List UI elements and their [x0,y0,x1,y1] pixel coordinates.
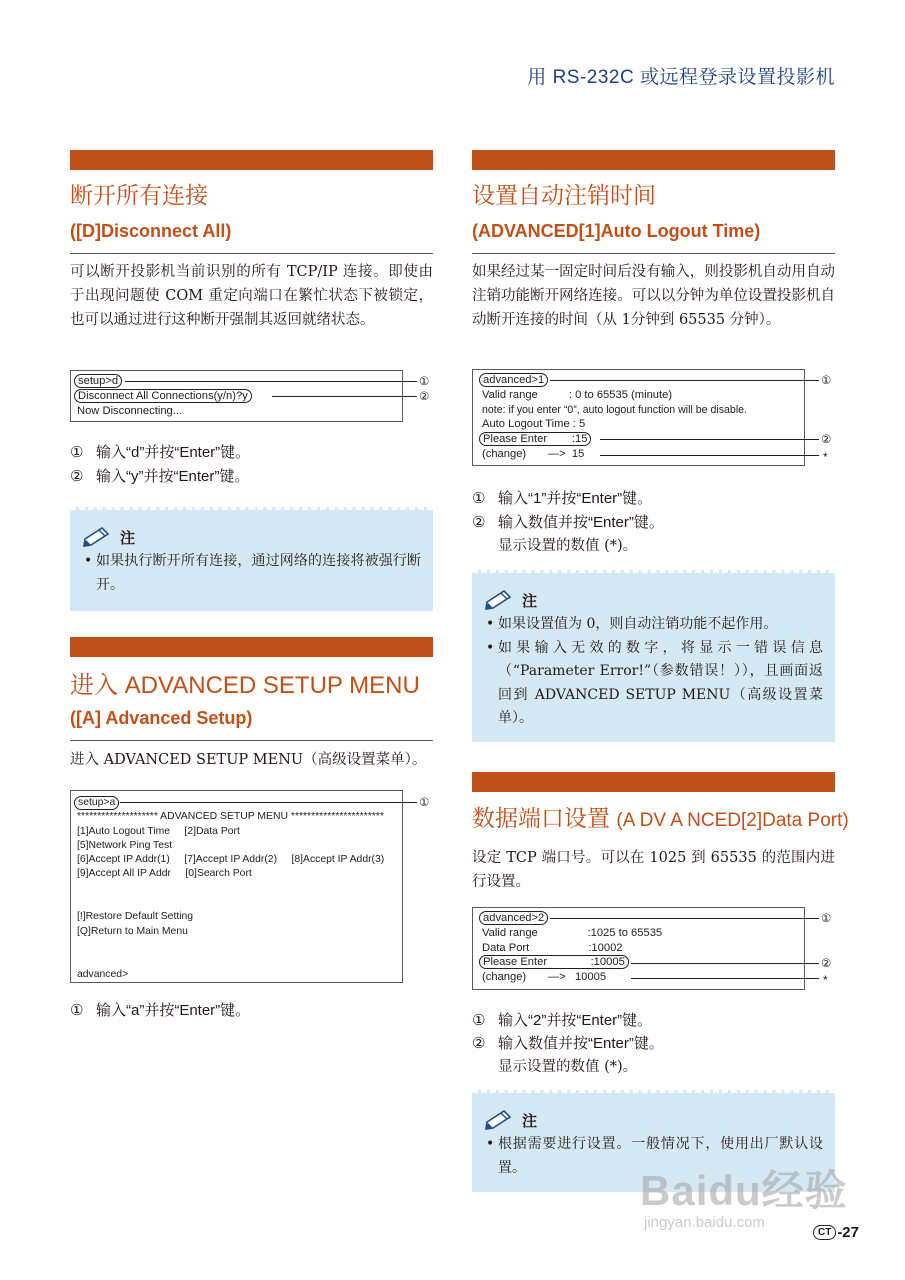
terminal-line: advanced> [77,968,129,980]
highlight-oval: Please Enter :15 [479,432,591,446]
note-item: • 如果执行断开所有连接，通过网络的连接将被强行断开。 [82,550,421,597]
terminal-auto-logout [472,369,805,466]
highlight-oval: advanced>1 [479,373,548,387]
leader-line [600,439,819,440]
step-text: 输入数值并按“Enter”键。 [498,514,664,531]
step-text: 输入“2”并按“Enter”键。 [498,1012,653,1029]
step-1 [70,441,250,464]
step-1 [70,999,250,1022]
terminal-advanced [70,790,403,983]
step-2 [70,465,249,488]
section-title-text: 数据端口设置 [472,805,610,831]
note-item: • 根据需要进行设置。一般情况下，使用出厂默认设置。 [484,1133,823,1180]
callout-1: ① [419,795,430,809]
terminal-line: Valid range : 0 to 65535 (minute) [482,388,673,401]
leader-line [272,396,417,397]
terminal-line: [6]Accept IP Addr(1) [7]Accept IP Addr(2) [8]Accept IP Addr(3) [77,854,385,866]
note-header [484,587,823,613]
section-title-auto-logout: 设置自动注销时间 [472,182,656,208]
terminal-line [77,939,402,953]
section-subtitle-advanced: ([A] Advanced Setup) [70,708,253,728]
step-2 [472,1032,664,1055]
running-title: 用 RS-232C 或远程登录设置投影机 [527,67,835,88]
step-text: 输入“a”并按“Enter”键。 [96,1002,251,1019]
highlight-oval: Disconnect All Connections(y/n)?y [74,389,252,403]
terminal-line: Now Disconnecting... [77,404,183,417]
note-item: • 如果设置值为 0，则自动注销功能不起作用。 [484,613,823,637]
step-1 [472,487,652,510]
note-title: 注 [522,1112,538,1130]
paragraph-auto-logout: 如果经过某一固定时间后没有输入，则投影机自动用自动注销功能断开网络连接。可以以分钟为单位设置投影机自动断开连接的时间（从 1分钟到 65535 分钟）。 [472,264,835,328]
divider [472,253,835,254]
divider [70,740,433,741]
terminal-line: (change) —> 10005 [482,971,607,984]
step-2 [472,511,664,534]
note-box-disconnect [70,507,433,611]
leader-line [120,802,417,803]
section-title-data-port [472,800,849,833]
step-text: 输入“y”并按“Enter”键。 [96,468,250,485]
callout-1: ① [821,911,832,925]
highlight-oval: setup>a [74,796,119,810]
pencil-icon [82,525,116,549]
leader-line [631,963,819,964]
highlight-oval: advanced>2 [479,911,548,925]
step-text: 输入“1”并按“Enter”键。 [498,490,653,507]
watermark [640,1158,848,1231]
terminal-line: note: if you enter “0”, auto logout function will be disable. [482,403,748,416]
language-badge: CT [813,1225,836,1240]
section-bar [472,772,835,792]
leader-line [631,978,819,979]
terminal-line: (change) —> 15 [482,447,585,460]
callout-star: * [823,450,828,464]
paragraph-advanced: 进入 ADVANCED SETUP MENU（高级设置菜单）。 [70,752,427,768]
pencil-icon [484,588,518,612]
step-number: ① [70,443,84,461]
step-number: ① [472,489,486,507]
callout-2: ② [821,432,832,446]
watermark-logo: Baidu经验 [640,1167,848,1214]
section-bar [70,637,433,657]
divider [70,253,433,254]
leader-line [550,380,819,381]
section-bar [472,150,835,170]
watermark-url: jingyan.baidu.com [644,1214,765,1231]
step-text: 输入“d”并按“Enter”键。 [96,444,251,461]
step-number: ① [70,1001,84,1019]
terminal-line: [5]Network Ping Test [77,839,173,851]
step-number: ① [472,1011,486,1029]
note-title: 注 [522,592,538,610]
pencil-icon [484,1108,518,1132]
leader-line [125,381,417,382]
note-box-auto-logout [472,570,835,742]
step-detail: 显示设置的数值 (*)。 [498,538,638,554]
terminal-line: [Q]Return to Main Menu [77,925,188,937]
step-1 [472,1009,652,1032]
highlight-oval: Please Enter :10005 [479,955,629,969]
terminal-line: ******************** ADVANCED SETUP MENU *********************** [77,811,384,823]
terminal-line: Valid range :1025 to 65535 [482,926,663,939]
section-bar [70,150,433,170]
highlight-oval: setup>d [74,374,122,388]
section-subtitle-auto-logout: (ADVANCED[1]Auto Logout Time) [472,221,761,241]
step-detail: 显示设置的数值 (*)。 [498,1059,638,1075]
terminal-line: Data Port :10002 [482,941,623,954]
step-number: ② [472,1034,486,1052]
terminal-line [77,953,402,967]
callout-1: ① [419,374,430,388]
section-title-disconnect: 断开所有连接 [70,182,208,208]
note-title: 注 [120,529,136,547]
page-number-text: -27 [837,1224,859,1241]
leader-line [550,918,819,919]
step-text: 输入数值并按“Enter”键。 [498,1035,664,1052]
step-number: ② [70,467,84,485]
section-title-suffix: (A DV A NCED[2]Data Port) [616,810,849,831]
step-number: ② [472,513,486,531]
terminal-line: [!]Restore Default Setting [77,911,194,923]
terminal-line: Auto Logout Time : 5 [482,418,586,431]
section-subtitle-disconnect: ([D]Disconnect All) [70,221,232,241]
terminal-line [77,882,402,896]
paragraph-data-port: 设定 TCP 端口号。可以在 1025 到 65535 的范围内进行设置。 [472,850,835,890]
callout-2: ② [821,956,832,970]
leader-line [600,455,819,456]
page-number [813,1224,859,1241]
terminal-line: [9]Accept All IP Addr [0]Search Port [77,868,252,880]
note-header [82,524,421,550]
note-header [484,1107,823,1133]
callout-star: * [823,973,828,987]
terminal-line: [1]Auto Logout Time [2]Data Port [77,825,240,837]
section-title-advanced: 进入 ADVANCED SETUP MENU [70,672,420,699]
paragraph-disconnect: 可以断开投影机当前识别的所有 TCP/IP 连接。即使由于出现问题使 COM 重定向端口在繁忙状态下被锁定，也可以通过进行这种断开强制其返回就绪状态。 [70,264,433,328]
note-item: • 如果输入无效的数字，将显示一错误信息（“Parameter Error!”（参数错误！）），且画面返回到 ADVANCED SETUP MENU（高级设置菜单）。 [484,637,823,731]
terminal-line [77,896,402,910]
callout-2: ② [419,389,430,403]
callout-1: ① [821,373,832,387]
